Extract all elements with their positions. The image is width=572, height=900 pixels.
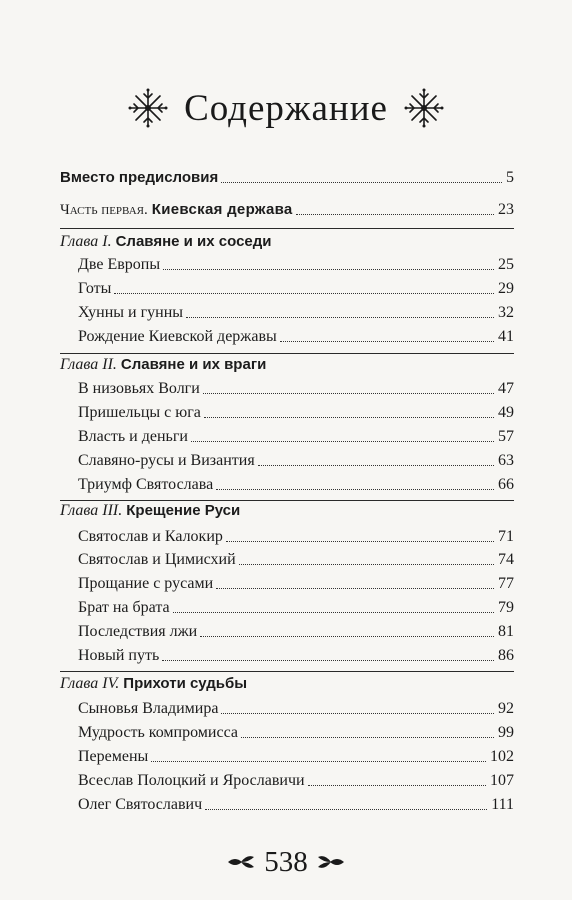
toc-entry[interactable] [78, 523, 514, 547]
toc-entry-page: 66 [498, 476, 514, 493]
leader-dots [114, 292, 494, 294]
toc-entry[interactable] [78, 618, 514, 642]
toc-entry[interactable] [78, 642, 514, 666]
leaf-ornament-right-icon [316, 851, 346, 873]
page-title: Содержание [184, 87, 388, 129]
chapter-number: Глава I. [60, 233, 112, 250]
leader-dots [221, 712, 494, 714]
leader-dots [216, 587, 494, 589]
toc-entry-label: Всеслав Полоцкий и Ярославичи [78, 772, 305, 789]
leader-dots [296, 213, 494, 215]
toc-entry-page: 49 [498, 404, 514, 421]
toc-entry-label: Перемены [78, 748, 149, 765]
toc-entry-page: 111 [491, 796, 514, 813]
divider [60, 228, 514, 229]
toc-entry-page: 29 [498, 280, 514, 297]
leader-dots [241, 736, 494, 738]
toc-entry-label: Последствия лжи [78, 623, 198, 640]
leader-dots [163, 268, 494, 270]
chapter-title: Прихоти судьбы [123, 675, 248, 692]
toc-entry-label: Мудрость компромисса [78, 724, 238, 741]
toc-entry-page: 92 [498, 700, 514, 717]
toc-entry[interactable] [78, 719, 514, 743]
leaf-ornament-left-icon [226, 851, 256, 873]
toc-entry[interactable] [78, 570, 514, 594]
part-prefix: Часть первая. [60, 202, 148, 218]
toc-entry[interactable] [78, 471, 514, 495]
toc-entry-label: Две Европы [78, 256, 161, 273]
page-number: 538 [264, 845, 308, 878]
toc-entry-page: 25 [498, 256, 514, 273]
toc-entry-page: 79 [498, 599, 514, 616]
header [0, 80, 572, 136]
toc-entry[interactable] [78, 299, 514, 323]
toc-entry[interactable] [78, 743, 514, 767]
leader-dots [204, 416, 494, 418]
toc-entry-page: 32 [498, 304, 514, 321]
leader-dots [203, 392, 494, 394]
leader-dots [258, 464, 494, 466]
toc-entry-label: В низовьях Волги [78, 380, 200, 397]
toc-entry[interactable] [78, 423, 514, 447]
toc-entry[interactable] [78, 594, 514, 618]
leader-dots [191, 440, 494, 442]
toc-entry-page: 74 [498, 551, 514, 568]
leader-dots [239, 563, 494, 565]
toc-entry-label: Святослав и Цимисхий [78, 551, 236, 568]
toc-entry-label: Триумф Святослава [78, 476, 214, 493]
toc-entry-page: 77 [498, 575, 514, 592]
chapter-heading[interactable] [60, 673, 247, 695]
toc-entry-page: 86 [498, 647, 514, 664]
toc-entry-page: 81 [498, 623, 514, 640]
chapter-title: Славяне и их соседи [115, 233, 272, 250]
toc-entry-page: 41 [498, 328, 514, 345]
toc-entry[interactable] [78, 767, 514, 791]
toc-entry-label: Вместо предисловия [60, 169, 219, 186]
snowflake-ornament-left-icon [128, 88, 168, 128]
toc-entry-label: Власть и деньги [78, 428, 188, 445]
toc-entry-page: 63 [498, 452, 514, 469]
toc-entry[interactable] [78, 399, 514, 423]
toc-entry-label: Готы [78, 280, 112, 297]
toc-entry-page: 47 [498, 380, 514, 397]
toc-entry-label: Прощание с русами [78, 575, 214, 592]
chapter-number: Глава II. [60, 356, 117, 373]
toc-entry-page: 107 [490, 772, 514, 789]
toc-entry-page: 5 [506, 169, 514, 186]
toc-entry-part-one[interactable] [60, 196, 514, 220]
toc-entry-page: 23 [498, 201, 514, 218]
toc-entry-label: Хунны и гунны [78, 304, 184, 321]
leader-dots [151, 760, 486, 762]
leader-dots [186, 316, 494, 318]
chapter-number: Глава III. [60, 502, 123, 519]
toc-entry[interactable] [78, 447, 514, 471]
toc-entry-intro[interactable] [60, 164, 514, 188]
leader-dots [308, 784, 486, 786]
leader-dots [205, 808, 487, 810]
chapter-heading[interactable] [60, 231, 272, 253]
leader-dots [216, 488, 494, 490]
toc-entry[interactable] [78, 323, 514, 347]
toc-entry[interactable] [78, 251, 514, 275]
leader-dots [221, 181, 502, 183]
toc-entry-page: 102 [490, 748, 514, 765]
chapter-heading[interactable] [60, 500, 240, 522]
toc-entry-label: Олег Святославич [78, 796, 203, 813]
divider [60, 671, 514, 672]
chapter-title: Славяне и их враги [120, 356, 267, 373]
toc-entry-label: Славяно-русы и Византия [78, 452, 255, 469]
toc-entry[interactable] [78, 791, 514, 815]
toc-entry[interactable] [78, 546, 514, 570]
part-title: Киевская держава [151, 201, 293, 218]
chapter-heading[interactable] [60, 354, 266, 376]
leader-dots [280, 340, 494, 342]
toc-entry-page: 99 [498, 724, 514, 741]
toc-entry-label: Брат на брата [78, 599, 170, 616]
chapter-number: Глава IV. [60, 675, 120, 692]
toc-entry-label: Новый путь [78, 647, 160, 664]
leader-dots [162, 659, 494, 661]
toc-entry-label: Рождение Киевской державы [78, 328, 277, 345]
chapter-title: Крещение Руси [126, 502, 241, 519]
leader-dots [200, 635, 494, 637]
leader-dots [173, 611, 494, 613]
page-footer [0, 840, 572, 884]
toc-entry-label: Сыновья Владимира [78, 700, 219, 717]
toc-entry[interactable] [78, 375, 514, 399]
toc-entry-page: 57 [498, 428, 514, 445]
toc-entry-label: Пришельцы с юга [78, 404, 201, 421]
toc-entry[interactable] [78, 275, 514, 299]
toc-entry-page: 71 [498, 528, 514, 545]
snowflake-ornament-right-icon [404, 88, 444, 128]
toc-entry[interactable] [78, 695, 514, 719]
toc-entry-label: Святослав и Калокир [78, 528, 223, 545]
leader-dots [226, 540, 494, 542]
